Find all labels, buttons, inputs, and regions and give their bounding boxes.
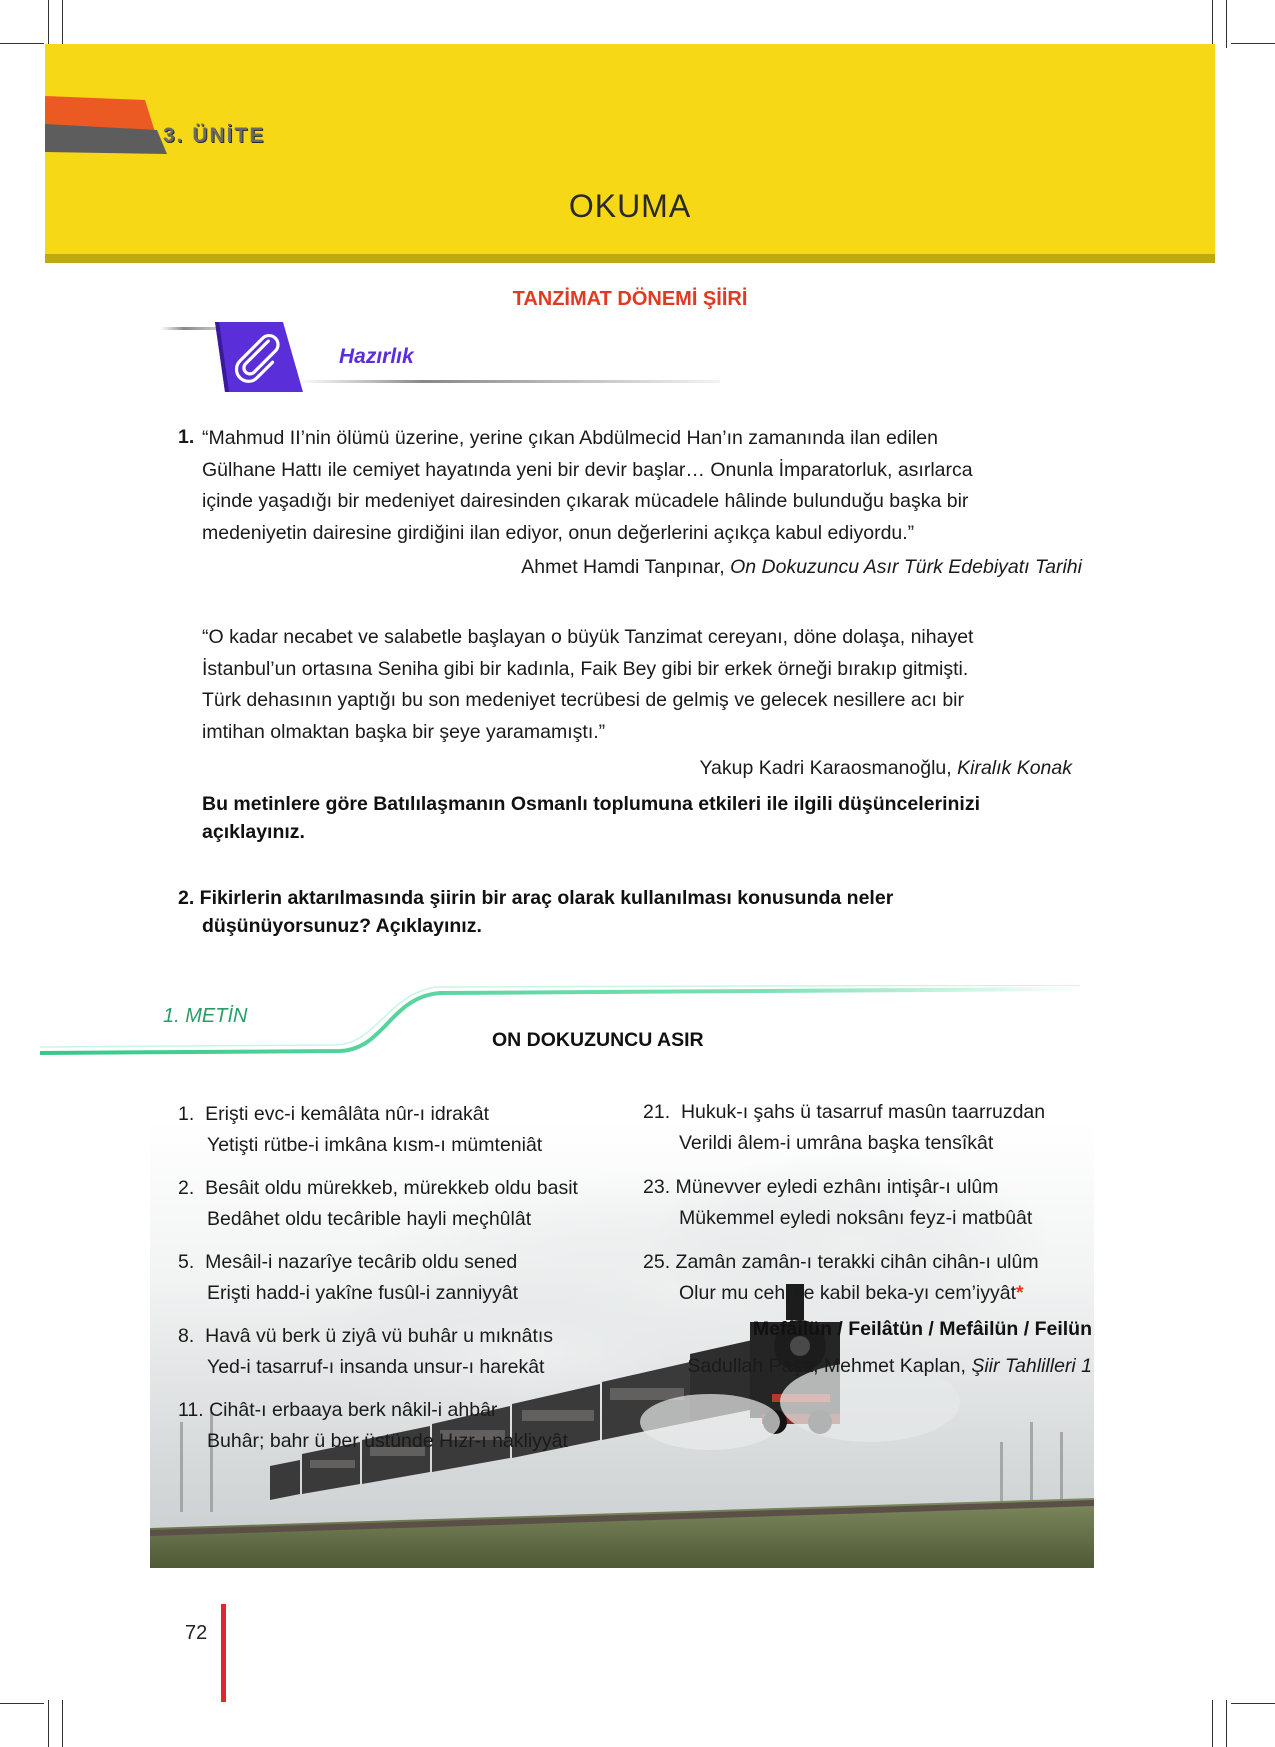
verse-line: Yed-i tasarruf-ı insanda unsur-ı harekât <box>207 1356 545 1378</box>
prompt-line: düşünüyorsunuz? Açıklayınız. <box>202 915 482 937</box>
hazirlik-label: Hazırlık <box>339 345 414 368</box>
verse-group <box>178 1247 518 1309</box>
crop-mark <box>48 1700 49 1747</box>
verse-number: 23. <box>643 1176 671 1198</box>
quote-line: Türk dehasının yaptığı bu son medeniyet tecrübesi de gelmiş ve gelecek nesillere acı bir <box>202 689 964 711</box>
source-work: Şiir Tahlilleri 1 <box>971 1355 1092 1377</box>
crop-mark <box>48 0 49 48</box>
unit-label: 3. ÜNİTE <box>163 124 266 147</box>
verse-group <box>178 1099 542 1161</box>
verse-line: Havâ vü berk ü ziyâ vü buhâr u mıknâtıs <box>205 1325 554 1347</box>
quote-line: İstanbul’un ortasına Seniha gibi bir kadınla, Faik Bey gibi bir erkek örneği bırakıp gitmişti. <box>202 657 969 680</box>
quote-line: Gülhane Hattı ile cemiyet hayatında yeni bir devir başlar… Onunla İmparatorluk, asırlarca <box>202 458 973 481</box>
verse-group <box>643 1172 1032 1234</box>
poem-source <box>600 1355 1092 1378</box>
verse-group <box>643 1247 1039 1309</box>
poem-title: ON DOKUZUNCU ASIR <box>492 1029 704 1051</box>
crop-mark <box>1231 43 1275 44</box>
prompt-line: Bu metinlere göre Batılılaşmanın Osmanlı toplumuna etkileri ile ilgili düşüncelerinizi <box>202 793 981 815</box>
question-2 <box>178 884 893 940</box>
question-number: 1. <box>178 426 195 448</box>
verse-number: 1. <box>178 1103 195 1125</box>
quote-line: içinde yaşadığı bir medeniyet dairesinden çıkarak mücadele hâlinde bulunduğu başka bir <box>202 490 969 512</box>
verse-line: Verildi âlem-i umrâna başka tensîkât <box>679 1132 994 1154</box>
verse-line: Erişti hadd-i yakîne fusûl-i zanniyyât <box>207 1282 519 1304</box>
verse-number: 2. <box>178 1177 195 1199</box>
crop-mark <box>0 1703 44 1704</box>
crop-mark <box>1231 1703 1275 1704</box>
verse-line: Besâit oldu mürekkeb, mürekkeb oldu basit <box>205 1177 578 1199</box>
banner-shadow <box>45 254 1215 263</box>
verse-number: 5. <box>178 1251 195 1273</box>
attribution-work: Kiralık Konak <box>957 757 1072 779</box>
verse-line: Zamân zamân-ı terakki cihân cihân-ı ulûm <box>675 1251 1039 1273</box>
quote-attribution <box>400 757 1072 780</box>
question-prompt <box>202 790 980 846</box>
verse-line: Yetişti rütbe-i imkâna kısm-ı mümteniât <box>207 1134 543 1156</box>
quote-line: medeniyetin dairesine girdiğini ilan ediyor, onun değerlerini açıkça kabul ediyordu.” <box>202 521 915 544</box>
metin-label: 1. METİN <box>163 1005 248 1027</box>
crop-mark <box>1212 0 1213 48</box>
crop-mark <box>1226 0 1227 48</box>
paperclip-icon <box>205 322 305 392</box>
attribution-work: On Dokuzuncu Asır Türk Edebiyatı Tarihi <box>730 556 1082 578</box>
verse-group <box>643 1097 1045 1159</box>
crop-mark <box>1212 1700 1213 1747</box>
attribution-author: Yakup Kadri Karaosmanoğlu, <box>699 757 958 779</box>
crop-mark <box>1226 1700 1227 1747</box>
verse-group <box>178 1173 578 1235</box>
attribution-author: Ahmet Hamdi Tanpınar, <box>521 556 731 578</box>
verse-number: 8. <box>178 1325 195 1347</box>
verse-number: 21. <box>643 1101 671 1123</box>
verse-line: Mesâil-i nazarîye tecârib oldu sened <box>205 1251 518 1273</box>
verse-group <box>178 1395 568 1457</box>
prompt-line: 2. Fikirlerin aktarılmasında şiirin bir araç olarak kullanılması konusunda neler <box>178 887 894 909</box>
meter-pattern: Mefâilün / Feilâtün / Mefâilün / Feilün <box>752 1318 1092 1340</box>
footnote-marker: * <box>1016 1282 1024 1304</box>
verse-number: 25. <box>643 1251 671 1273</box>
quote-karaosmanoglu <box>202 622 973 748</box>
quote-line: imtihan olmaktan başka bir şeye yaramamıştı.” <box>202 720 606 743</box>
verse-number: 11. <box>178 1399 204 1421</box>
verse-line: Erişti evc-i kemâlâta nûr-ı idrakât <box>205 1103 490 1125</box>
source-authors: Sadullah Paşa, Mehmet Kaplan, <box>687 1355 972 1377</box>
chapter-title: TANZİMAT DÖNEMİ ŞİİRİ <box>512 288 748 310</box>
section-title: OKUMA <box>568 188 692 224</box>
verse-line: Bedâhet oldu tecârible hayli meçhûlât <box>207 1208 532 1230</box>
verse-line: Olur mu cehl ile kabil beka-yı cem’iyyât <box>679 1282 1017 1304</box>
prompt-line: açıklayınız. <box>202 821 305 843</box>
verse-line: Buhâr; bahr ü ber üstünde Hızr-ı nakliyyât <box>207 1430 568 1452</box>
crop-mark <box>62 0 63 48</box>
ribbon-decoration <box>45 96 175 156</box>
quote-tanpinar <box>202 423 973 549</box>
verse-line: Cihât-ı erbaaya berk nâkil-i ahbâr <box>209 1399 498 1421</box>
crop-mark <box>0 43 44 44</box>
crop-mark <box>62 1700 63 1747</box>
quote-line: “Mahmud II’nin ölümü üzerine, yerine çıkan Abdülmecid Han’ın zamanında ilan edilen <box>202 427 938 449</box>
verse-line: Mükemmel eyledi noksânı feyz-i matbûât <box>679 1207 1033 1229</box>
quote-line: “O kadar necabet ve salabetle başlayan o büyük Tanzimat cereyanı, döne dolaşa, nihayet <box>202 626 974 648</box>
page-number-bar <box>221 1604 226 1702</box>
verse-group <box>178 1321 553 1383</box>
verse-line: Münevver eyledi ezhânı intişâr-ı ulûm <box>675 1176 999 1198</box>
verse-line: Hukuk-ı şahs ü tasarruf masûn taarruzdan <box>680 1101 1046 1123</box>
quote-attribution <box>400 556 1082 579</box>
page-number: 72 <box>185 1622 208 1644</box>
